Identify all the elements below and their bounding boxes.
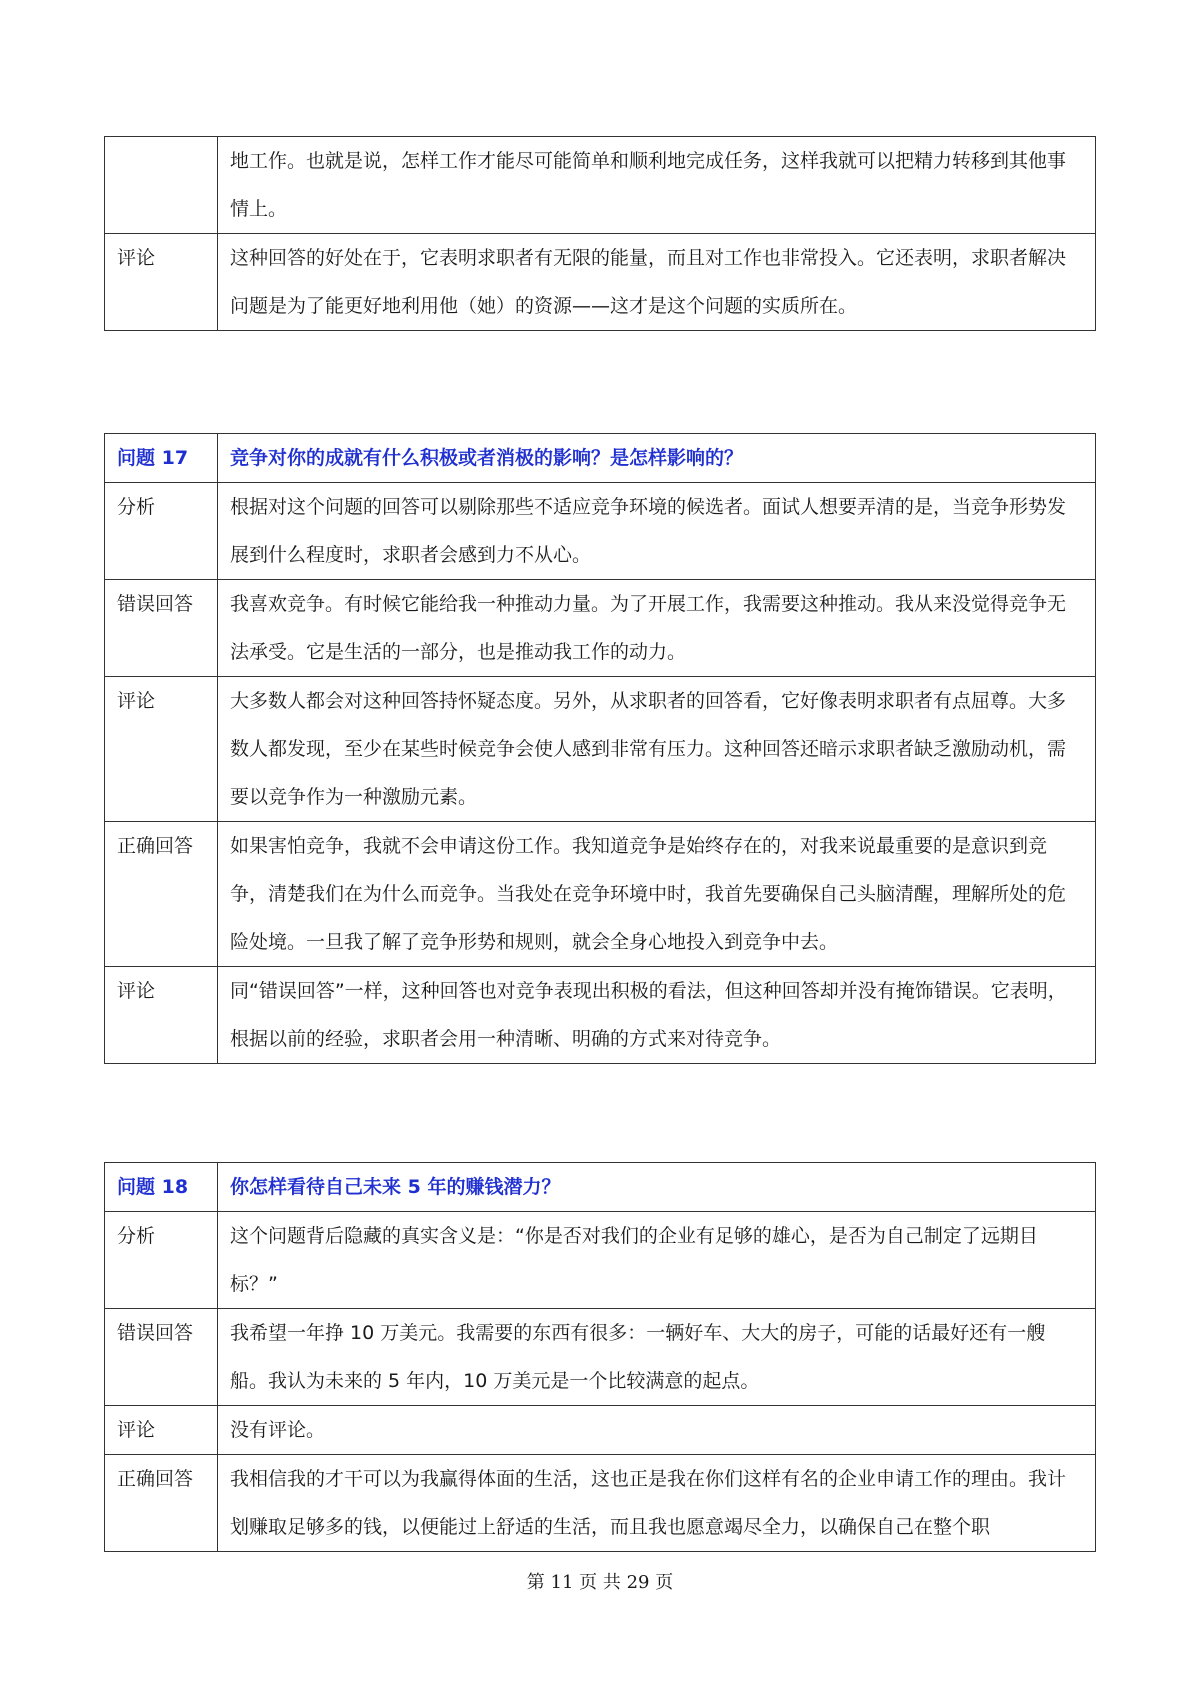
row-text: 如果害怕竞争，我就不会申请这份工作。我知道竞争是始终存在的，对我来说最重要的是意识到竞争，清楚我们在为什么而竞争。当我处在竞争环境中时，我首先要确保自己头脑清醒，理解所处的危险处境。一旦我了解了竞争形势和规则，就会全身心地投入到竞争中去。: [218, 822, 1096, 967]
row-label: 错误回答: [105, 580, 218, 677]
table-row: [105, 580, 1096, 677]
row-text: 这种回答的好处在于，它表明求职者有无限的能量，而且对工作也非常投入。它还表明，求职者解决问题是为了能更好地利用他（她）的资源——这才是这个问题的实质所在。: [218, 234, 1096, 331]
page-footer: 第 11 页 共 29 页: [526, 1572, 674, 1593]
row-label: 评论: [105, 967, 218, 1064]
row-text: 我相信我的才干可以为我赢得体面的生活，这也正是我在你们这样有名的企业申请工作的理由。我计划赚取足够多的钱，以便能过上舒适的生活，而且我也愿意竭尽全力，以确保自己在整个职: [218, 1455, 1096, 1552]
row-label: 正确回答: [105, 822, 218, 967]
row-label: 错误回答: [105, 1309, 218, 1406]
table-row: [105, 137, 1096, 234]
row-text: 地工作。也就是说，怎样工作才能尽可能简单和顺利地完成任务，这样我就可以把精力转移到其他事情上。: [218, 137, 1096, 234]
table-row: [105, 1212, 1096, 1309]
table-row: [105, 234, 1096, 331]
question-number: 问题 17: [105, 434, 218, 483]
row-label: 评论: [105, 234, 218, 331]
table-row: [105, 1406, 1096, 1455]
table-row: [105, 822, 1096, 967]
qa-table-question-17: [104, 433, 1096, 1064]
row-text: 没有评论。: [218, 1406, 1096, 1455]
qa-table-question-18: [104, 1162, 1096, 1552]
row-label: 正确回答: [105, 1455, 218, 1552]
table-row: [105, 1309, 1096, 1406]
row-text: 大多数人都会对这种回答持怀疑态度。另外，从求职者的回答看，它好像表明求职者有点屈尊。大多数人都发现，至少在某些时候竞争会使人感到非常有压力。这种回答还暗示求职者缺乏激励动机，需要以竞争作为一种激励元素。: [218, 677, 1096, 822]
question-number: 问题 18: [105, 1163, 218, 1212]
table-row: [105, 1455, 1096, 1552]
row-label: 分析: [105, 483, 218, 580]
table-row: [105, 677, 1096, 822]
question-header-row: [105, 1163, 1096, 1212]
table-row: [105, 967, 1096, 1064]
question-header-row: [105, 434, 1096, 483]
row-label: 评论: [105, 1406, 218, 1455]
qa-table-continued: [104, 136, 1096, 331]
table-row: [105, 483, 1096, 580]
row-text: 同“错误回答”一样，这种回答也对竞争表现出积极的看法，但这种回答却并没有掩饰错误。它表明，根据以前的经验，求职者会用一种清晰、明确的方式来对待竞争。: [218, 967, 1096, 1064]
row-label: 评论: [105, 677, 218, 822]
row-label: [105, 137, 218, 234]
row-label: 分析: [105, 1212, 218, 1309]
question-title: 你怎样看待自己未来 5 年的赚钱潜力？: [218, 1163, 1096, 1212]
row-text: 这个问题背后隐藏的真实含义是：“你是否对我们的企业有足够的雄心，是否为自己制定了远期目标？”: [218, 1212, 1096, 1309]
question-title: 竞争对你的成就有什么积极或者消极的影响？是怎样影响的？: [218, 434, 1096, 483]
row-text: 我希望一年挣 10 万美元。我需要的东西有很多：一辆好车、大大的房子，可能的话最好还有一艘船。我认为未来的 5 年内，10 万美元是一个比较满意的起点。: [218, 1309, 1096, 1406]
row-text: 根据对这个问题的回答可以剔除那些不适应竞争环境的候选者。面试人想要弄清的是，当竞争形势发展到什么程度时，求职者会感到力不从心。: [218, 483, 1096, 580]
row-text: 我喜欢竞争。有时候它能给我一种推动力量。为了开展工作，我需要这种推动。我从来没觉得竞争无法承受。它是生活的一部分，也是推动我工作的动力。: [218, 580, 1096, 677]
